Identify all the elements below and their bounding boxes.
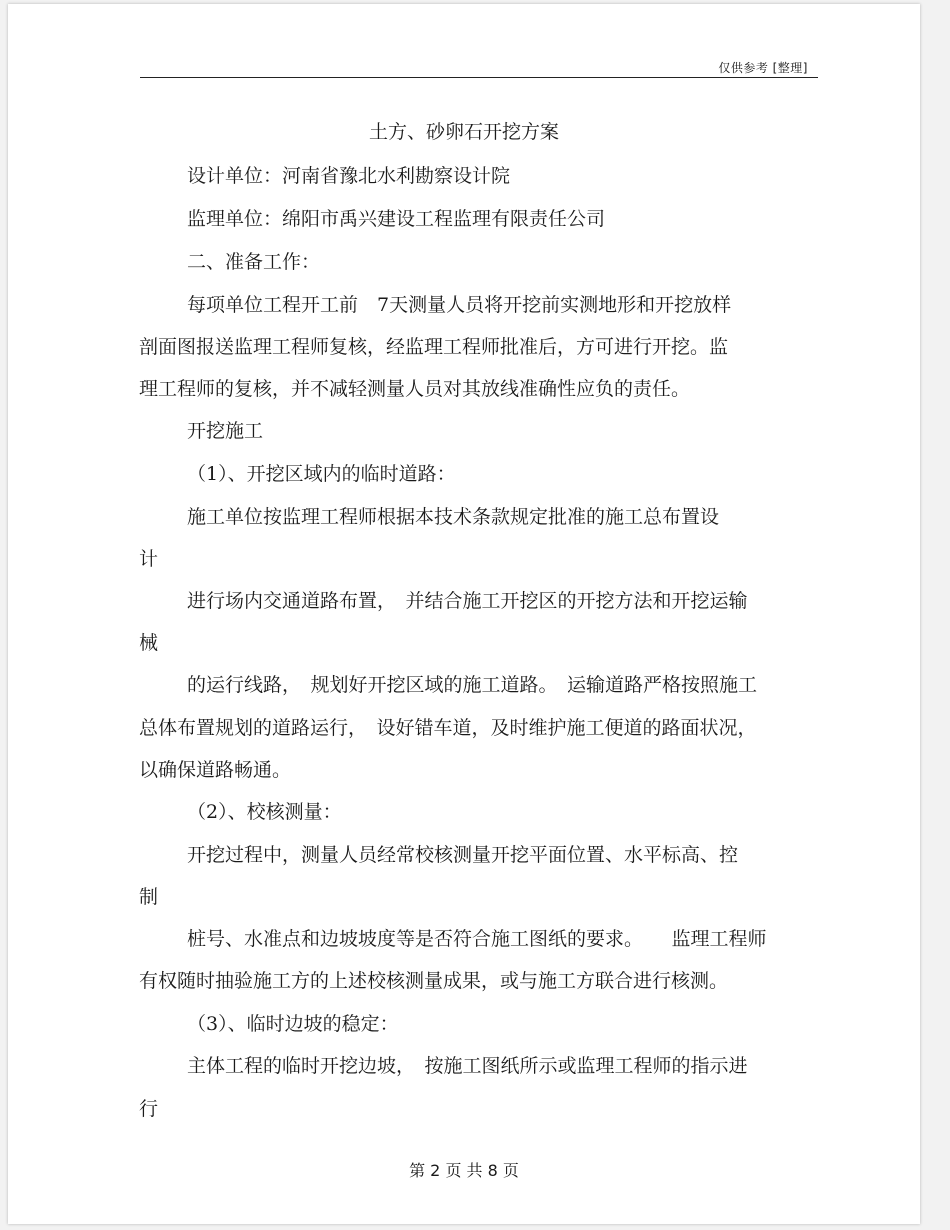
header-note: 仅供参考 [整理] bbox=[718, 61, 808, 75]
body-line: 主体工程的临时开挖边坡， 按施工图纸所示或监理工程师的指示进 bbox=[187, 1055, 748, 1077]
document-page bbox=[8, 4, 920, 1224]
body-line: 剖面图报送监理工程师复核，经监理工程师批准后，方可进行开挖。监 bbox=[139, 336, 729, 358]
body-line: 设计单位：河南省豫北水利勘察设计院 bbox=[187, 165, 511, 187]
body-line: 行 bbox=[139, 1098, 159, 1120]
body-line: 的运行线路， 规划好开挖区域的施工道路。 运输道路严格按照施工 bbox=[187, 674, 758, 696]
body-line: 械 bbox=[139, 632, 159, 654]
header-divider bbox=[140, 77, 818, 78]
body-line: 制 bbox=[139, 886, 159, 908]
body-line: 施工单位按监理工程师根据本技术条款规定批准的施工总布置设 bbox=[187, 506, 720, 528]
subsection-heading: （3）、临时边坡的稳定： bbox=[187, 1013, 399, 1035]
body-line: 进行场内交通道路布置， 并结合施工开挖区的开挖方法和开挖运输 bbox=[187, 590, 748, 612]
document-title: 土方、砂卵石开挖方案 bbox=[368, 121, 559, 143]
body-line: 监理单位：绵阳市禹兴建设工程监理有限责任公司 bbox=[187, 208, 606, 230]
body-line: 开挖过程中，测量人员经常校核测量开挖平面位置、水平标高、控 bbox=[187, 844, 739, 866]
page-number: 第 2 页 共 8 页 bbox=[409, 1161, 519, 1180]
section-heading: 开挖施工 bbox=[187, 420, 264, 442]
body-line: 理工程师的复核，并不减轻测量人员对其放线准确性应负的责任。 bbox=[139, 378, 691, 400]
subsection-heading: （1）、开挖区域内的临时道路： bbox=[187, 463, 456, 485]
body-line: 每项单位工程开工前 7天测量人员将开挖前实测地形和开挖放样 bbox=[187, 294, 732, 316]
body-line: 桩号、水准点和边坡坡度等是否符合施工图纸的要求。 监理工程师 bbox=[187, 928, 767, 950]
section-heading: 二、准备工作： bbox=[187, 251, 321, 273]
body-line: 计 bbox=[139, 548, 159, 570]
subsection-heading: （2）、校核测量： bbox=[187, 801, 342, 823]
body-line: 以确保道路畅通。 bbox=[139, 759, 292, 781]
body-line: 总体布置规划的道路运行， 设好错车道，及时维护施工便道的路面状况， bbox=[139, 717, 757, 739]
body-line: 有权随时抽验施工方的上述校核测量成果，或与施工方联合进行核测。 bbox=[139, 970, 729, 992]
